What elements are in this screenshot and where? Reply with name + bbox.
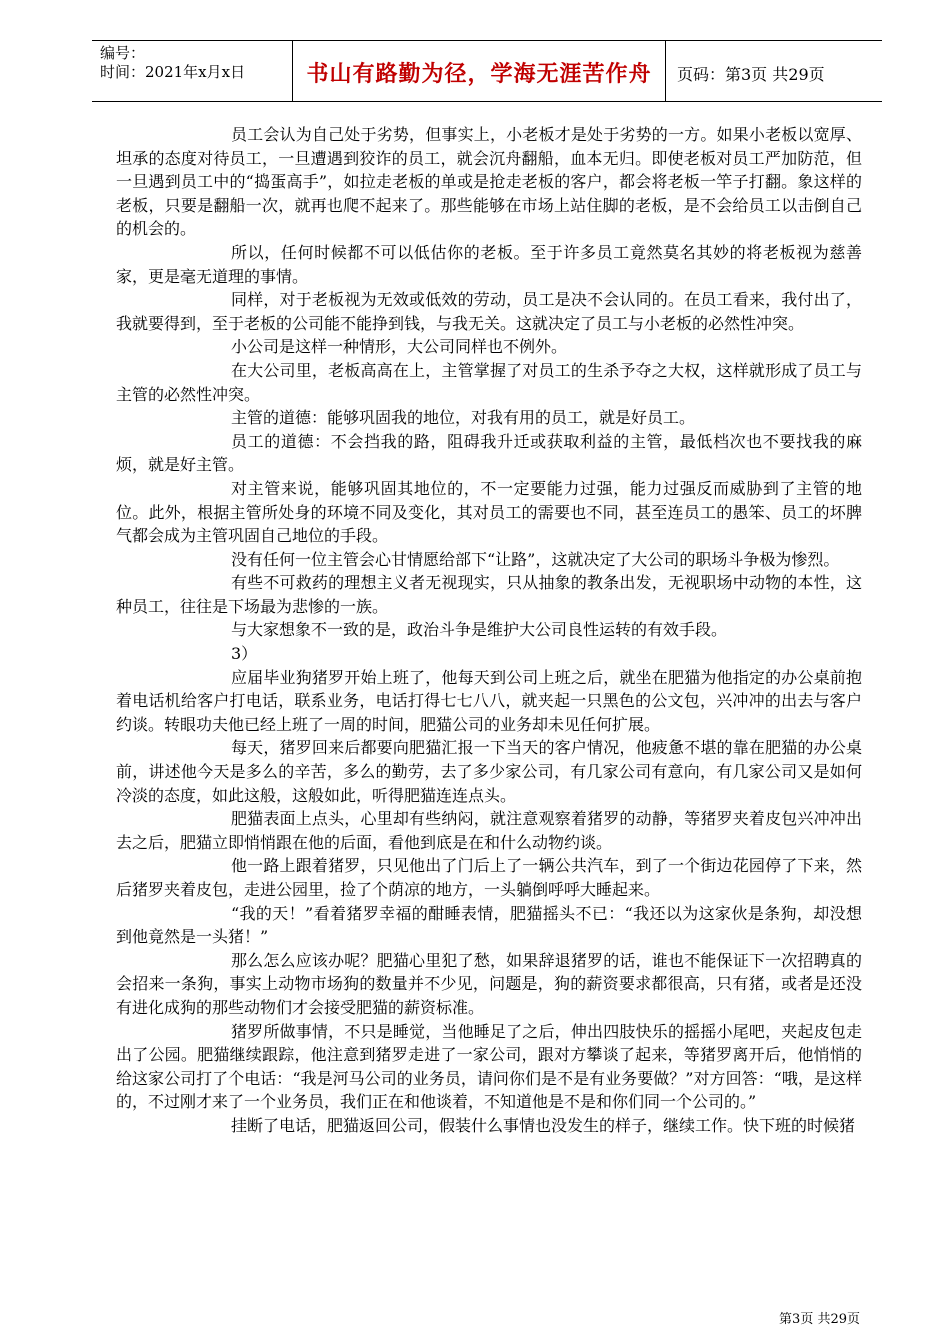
- paragraph: 主管的道德：能够巩固我的地位，对我有用的员工，就是好员工。: [231, 408, 696, 428]
- header-page-cell: [665, 41, 882, 101]
- paragraph: 猪罗所做事情，不只是睡觉，当他睡足了之后，伸出四肢快乐的摇摇小尾吧，夹起皮包走出了公园。肥猫继续跟踪，他注意到猪罗走进了一家公司，跟对方攀谈了起来，等猪罗离开后，他悄悄的给这家公司打了个电话：“我是河马公司的业务员，请问你们是不是有业务要做？”对方回答：“哦，是这样的，不过刚才来了一个业务员，我们正在和他谈着，不知道他是不是和你们同一个公司的。”: [116, 1021, 862, 1112]
- paragraph: 挂断了电话，肥猫返回公司，假装什么事情也没发生的样子，继续工作。快下班的时候猪: [231, 1115, 856, 1135]
- paragraph: 肥猫表面上点头，心里却有些纳闷，就注意观察着猪罗的动静，等猪罗夹着皮包兴冲冲出去之后，肥猫立即悄悄跟在他的后面，看他到底是在和什么动物约谈。: [116, 809, 862, 852]
- date-label: 时间：2021年x月x日: [100, 63, 246, 81]
- document-body: [116, 123, 862, 1138]
- page-header: [92, 40, 882, 102]
- paragraph: 应届毕业狗猪罗开始上班了，他每天到公司上班之后，就坐在肥猫为他指定的办公桌前抱着电话机给客户打电话，联系业务，电话打得七七八八，就夹起一只黑色的公文包，兴冲冲的出去与客户约谈。转眼功夫他已经上班了一周的时间，肥猫公司的业务却未见任何扩展。: [116, 667, 862, 734]
- paragraph: 他一路上跟着猪罗，只见他出了门后上了一辆公共汽车，到了一个街边花园停了下来，然后猪罗夹着皮包，走进公园里，捡了个荫凉的地方，一头躺倒呼呼大睡起来。: [116, 856, 862, 899]
- header-page-number: 页码：第3页 共29页: [677, 65, 825, 84]
- section-number: 3）: [231, 644, 258, 664]
- motto-title: 书山有路勤为径，学海无涯苦作舟: [306, 62, 652, 87]
- paragraph: 没有任何一位主管会心甘情愿给部下“让路”，这就决定了大公司的职场斗争极为惨烈。: [231, 549, 840, 569]
- header-motto-cell: [292, 41, 666, 101]
- paragraph: 员工会认为自己处于劣势，但事实上，小老板才是处于劣势的一方。如果小老板以宽厚、坦承的态度对待员工，一旦遭遇到狡诈的员工，就会沉舟翻船，血本无归。即使老板对员工严加防范，但一旦遇到员工中的“捣蛋高手”，如拉走老板的单或是抢走老板的客户，都会将老板一竿子打翻。象这样的老板，只要是翻船一次，就再也爬不起来了。那些能够在市场上站住脚的老板，是不会给员工以击倒自己的机会的。: [116, 125, 862, 239]
- paragraph: 每天，猪罗回来后都要向肥猫汇报一下当天的客户情况，他疲惫不堪的靠在肥猫的办公桌前，讲述他今天是多么的辛苦，多么的勤劳，去了多少家公司，有几家公司有意向，有几家公司又是如何冷淡的态度，如此这般，这般如此，听得肥猫连连点头。: [116, 738, 862, 805]
- header-meta-cell: [92, 41, 292, 101]
- footer-page-number: 第3页 共29页: [779, 1312, 860, 1327]
- paragraph: 有些不可救药的理想主义者无视现实，只从抽象的教条出发，无视职场中动物的本性，这种员工，往往是下场最为悲惨的一族。: [116, 573, 862, 616]
- serial-number-label: 编号：: [100, 44, 146, 62]
- paragraph: 对主管来说，能够巩固其地位的，不一定要能力过强，能力过强反而威胁到了主管的地位。此外，根据主管所处身的环境不同及变化，其对员工的需要也不同，甚至连员工的愚笨、员工的坏脾气都会成为主管巩固自己地位的手段。: [116, 478, 862, 546]
- paragraph: 那么怎么应该办呢？肥猫心里犯了愁，如果辞退猪罗的话，谁也不能保证下一次招聘真的会招来一条狗，事实上动物市场狗的数量并不少见，问题是，狗的薪资要求都很高，只有猪，或者是还没有进化成狗的那些动物们才会接受肥猫的薪资标准。: [116, 950, 862, 1017]
- paragraph: 同样，对于老板视为无效或低效的劳动，员工是决不会认同的。在员工看来，我付出了，我就要得到，至于老板的公司能不能挣到钱，与我无关。这就决定了员工与小老板的必然性冲突。: [116, 290, 862, 333]
- paragraph: 所以，任何时候都不可以低估你的老板。至于许多员工竟然莫名其妙的将老板视为慈善家，更是毫无道理的事情。: [116, 242, 862, 286]
- paragraph: 与大家想象不一致的是，政治斗争是维护大公司良性运转的有效手段。: [231, 620, 728, 640]
- paragraph: “我的天！”看着猪罗幸福的酣睡表情，肥猫摇头不已：“我还以为这家伙是条狗，却没想到他竟然是一头猪！”: [116, 903, 862, 947]
- paragraph: 员工的道德：不会挡我的路，阻碍我升迁或获取利益的主管，最低档次也不要找我的麻烦，就是好主管。: [116, 431, 862, 475]
- paragraph: 在大公司里，老板高高在上，主管掌握了对员工的生杀予夺之大权，这样就形成了员工与主管的必然性冲突。: [116, 360, 862, 404]
- paragraph: 小公司是这样一种情形，大公司同样也不例外。: [231, 337, 568, 357]
